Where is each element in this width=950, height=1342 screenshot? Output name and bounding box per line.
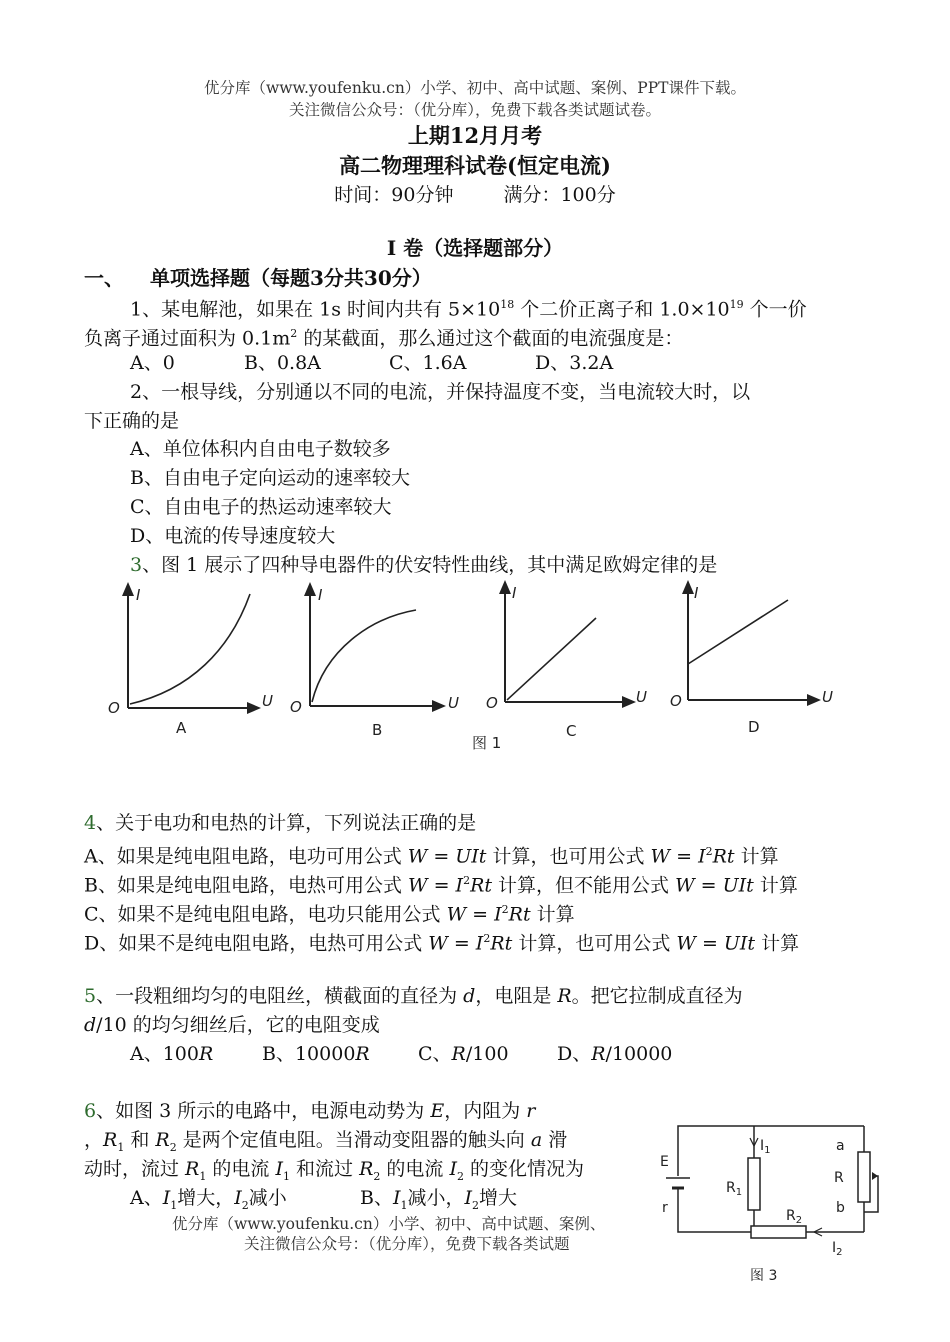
q1-stem-line1: 1、某电解池，如果在 1s 时间内共有 $5\times 10^{18}$ 个二价正离子和 $1.0\times 10^{19}$ 个一价 [130, 298, 807, 321]
exam-time: 时间：90分钟 [334, 184, 454, 206]
q2-stem-line1: 2、一根导线，分别通以不同的电流，并保持温度不变，当电流较大时，以 [130, 381, 751, 403]
q6-stem-line3: 动时，流过 $R_1$ 的电流 $I_1$ 和流过 $R_2$ 的电流 $I_2$ 的变化情况为 [84, 1158, 585, 1183]
label-a: a [836, 1138, 845, 1154]
q3-stem: 3、图 1 展示了四种导电器件的伏安特性曲线，其中满足欧姆定律的是 [130, 554, 718, 576]
q2-option-d: D、电流的传导速度较大 [130, 525, 336, 547]
exam-subtitle: 高二物理理科试卷(恒定电流) [339, 153, 611, 178]
footer-line-1: 优分库（www.youfenku.cn）小学、初中、高中试题、案例、 [172, 1215, 606, 1233]
q2-stem-line2: 下正确的是 [84, 410, 180, 432]
label-rheostat-r: R [834, 1170, 844, 1186]
header-line-2: 关注微信公众号：（优分库），免费下载各类试题试卷。 [288, 101, 661, 119]
axis-u-label: U [822, 688, 833, 706]
origin-label: O [486, 694, 498, 712]
exam-score: 满分：100分 [503, 184, 616, 206]
q4-option-d: D、如果不是纯电阻电路，电热可用公式 $W = I^2Rt$ 计算，也可用公式 W = UIt 计算 [84, 932, 800, 955]
q5-stem-line2: d/10 的均匀细丝后，它的电阻变成 [84, 1014, 380, 1036]
resistor-r1 [748, 1158, 760, 1210]
axis-i-label: I [512, 584, 517, 602]
graph-label-a: A [176, 719, 187, 737]
footer-line-2: 关注微信公众号：（优分库），免费下载各类试题 [244, 1235, 570, 1253]
figure-1-caption: 图 1 [472, 734, 502, 752]
q4-option-a: A、如果是纯电阻电路，电功可用公式 W = UIt 计算，也可用公式 $W = I^2Rt$ 计算 [84, 845, 779, 868]
exam-title: 上期12月月考 [407, 123, 543, 148]
exam-meta [0, 180, 950, 207]
iv-curves-figure [100, 580, 840, 760]
axis-i-label: I [318, 586, 323, 604]
curve-a [130, 594, 250, 704]
graph-label-c: C [566, 722, 577, 740]
q5-option-c: C、R/100 [418, 1043, 509, 1065]
q1-option-c: C、1.6A [389, 352, 467, 374]
iv-graph-b [290, 586, 459, 739]
figure-3-caption: 图 3 [750, 1268, 778, 1284]
q5-stem-line1: 5、一段粗细均匀的电阻丝，横截面的直径为 d，电阻是 R。把它拉制成直径为 [84, 985, 743, 1007]
axis-u-label: U [636, 688, 647, 706]
rheostat-slider-arrow [872, 1172, 878, 1180]
q2-option-c: C、自由电子的热运动速率较大 [130, 496, 392, 518]
volume-title: Ⅰ 卷（选择题部分） [386, 236, 564, 260]
label-i1: $I_1$ [760, 1138, 771, 1156]
q1-option-d: D、3.2A [535, 352, 614, 374]
q5-option-d: D、R/10000 [557, 1043, 673, 1065]
origin-label: O [290, 698, 302, 716]
label-e: E [660, 1154, 669, 1170]
graph-label-d: D [748, 718, 760, 736]
q5-option-b: B、10000R [262, 1043, 370, 1065]
origin-label: O [108, 699, 120, 717]
q1-option-a: A、0 [130, 352, 175, 374]
q6-stem-line2: ，$R_1$ 和 $R_2$ 是两个定值电阻。当滑动变阻器的触头向 a 滑 [84, 1129, 568, 1154]
axis-i-label: I [136, 586, 141, 604]
origin-label: O [670, 692, 682, 710]
q2-option-a: A、单位体积内自由电子数较多 [130, 438, 391, 460]
q5-option-a: A、100R [130, 1043, 214, 1065]
axis-u-label: U [448, 694, 459, 712]
label-r2: $R_2$ [786, 1208, 803, 1226]
iv-graph-d [670, 584, 833, 736]
label-i2: $I_2$ [832, 1240, 843, 1258]
line-d [688, 600, 788, 664]
label-r: r [662, 1200, 668, 1216]
resistor-r2 [751, 1226, 806, 1238]
q6-option-a: A、$I_1$增大，$I_2$减小 [130, 1187, 287, 1212]
part-title: 单项选择题（每题3分共30分） [150, 266, 432, 290]
line-c [507, 618, 596, 700]
curve-b [312, 610, 416, 702]
axis-u-label: U [262, 692, 273, 710]
header-line-1: 优分库（www.youfenku.cn）小学、初中、高中试题、案例、PPT课件下载。 [203, 79, 747, 97]
iv-graph-c [472, 584, 647, 752]
rheostat [858, 1152, 870, 1202]
q6-option-b: B、$I_1$减小，$I_2$增大 [360, 1187, 518, 1212]
q6-stem-line1: 6、如图 3 所示的电路中，电源电动势为 E，内阻为 r [84, 1100, 536, 1122]
q4-stem: 4、关于电功和电热的计算，下列说法正确的是 [84, 812, 477, 834]
label-r1: $R_1$ [726, 1180, 743, 1198]
part-heading [84, 262, 432, 291]
graph-label-b: B [372, 721, 383, 739]
circuit-figure-3 [646, 1116, 896, 1296]
part-number: 一、 [84, 266, 124, 290]
q1-option-b: B、0.8A [244, 352, 321, 374]
iv-graph-a [108, 586, 273, 737]
q4-option-b: B、如果是纯电阻电路，电热可用公式 $W = I^2Rt$ 计算，但不能用公式 W = UIt 计算 [84, 874, 798, 897]
label-b: b [836, 1200, 845, 1216]
q4-option-c: C、如果不是纯电阻电路，电功只能用公式 $W = I^2Rt$ 计算 [84, 903, 575, 926]
axis-i-label: I [694, 584, 699, 602]
q2-option-b: B、自由电子定向运动的速率较大 [130, 467, 410, 489]
q1-stem-line2: 负离子通过面积为 $0.1m^2$ 的某截面，那么通过这个截面的电流强度是： [84, 327, 684, 350]
